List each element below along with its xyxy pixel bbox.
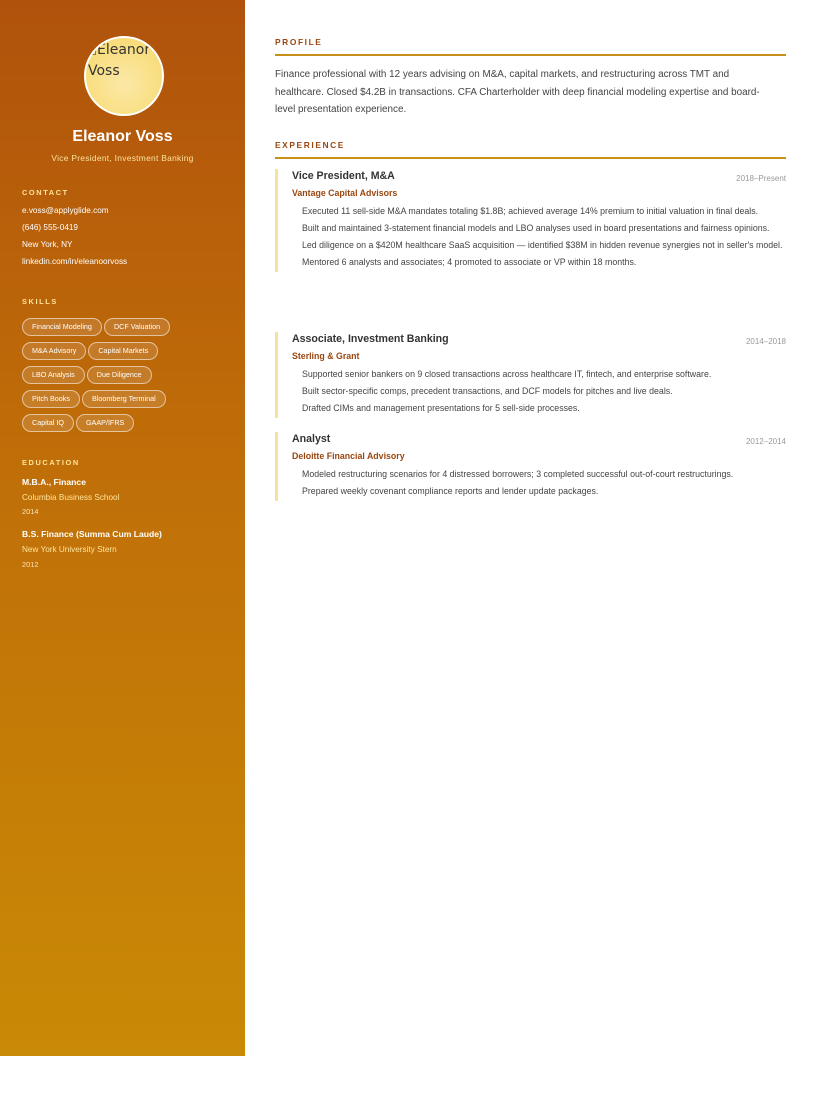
job-bullets: [292, 204, 786, 270]
job-bullet: Supported senior bankers on 9 closed transactions across healthcare IT, fintech, and enterprise software.: [302, 369, 712, 379]
profile-heading: PROFILE: [275, 37, 323, 47]
avatar-alt-label: Eleanor Voss: [88, 42, 151, 79]
job-company: Sterling & Grant: [292, 351, 360, 361]
skills-list: [22, 318, 222, 438]
skill-row: [22, 414, 222, 432]
education-year: 2014: [22, 507, 39, 516]
contact-email[interactable]: e.voss@applyglide.com: [22, 206, 109, 215]
job-bullet: Prepared weekly covenant compliance reports and lender update packages.: [302, 486, 599, 496]
job-entry: [275, 169, 786, 272]
skill-pill: Financial Modeling: [22, 318, 102, 336]
skill-pill: Capital IQ: [22, 414, 74, 432]
job-dates: 2018–Present: [736, 174, 786, 183]
job-company: Vantage Capital Advisors: [292, 188, 398, 198]
skill-pill: M&A Advisory: [22, 342, 86, 360]
skills-heading: SKILLS: [22, 297, 58, 306]
section-divider: [275, 157, 786, 159]
job-dates: 2014–2018: [745, 337, 786, 346]
profile-summary: Finance professional with 12 years advising on M&A, capital markets, and restructuring across TMT and healthcare. Closed $4.2B in transactions. CFA Charterholder with deep financial modeling expertise and board-level presentation experience.: [275, 69, 760, 115]
job-entry: [275, 432, 786, 501]
skill-pill: Capital Markets: [88, 342, 158, 360]
job-bullet: Led diligence on a $420M healthcare SaaS acquisition — identified $38M in hidden revenue synergies not in seller's model.: [302, 240, 783, 250]
skill-pill: Bloomberg Terminal: [82, 390, 166, 408]
contact-heading: CONTACT: [22, 188, 69, 197]
job-title: Vice President, M&A: [292, 170, 395, 182]
job-bullet: Built and maintained 3-statement financial models and LBO analyses used in board presentations and fairness opinions.: [302, 223, 770, 233]
person-name: Eleanor Voss: [72, 128, 173, 145]
job-entry: [275, 332, 786, 418]
skill-row: [22, 342, 222, 360]
skill-pill: LBO Analysis: [22, 366, 85, 384]
education-year: 2012: [22, 560, 39, 569]
avatar: [84, 36, 164, 116]
job-title: Associate, Investment Banking: [292, 333, 449, 345]
skill-pill: Pitch Books: [22, 390, 80, 408]
skill-pill: GAAP/IFRS: [76, 414, 134, 432]
skill-row: [22, 390, 222, 408]
education-heading: EDUCATION: [22, 458, 80, 467]
skill-pill: Due Diligence: [87, 366, 152, 384]
job-bullet: Drafted CIMs and management presentations for 5 sell-side processes.: [302, 403, 580, 413]
contact-location: New York, NY: [22, 240, 73, 249]
education-degree: B.S. Finance (Summa Cum Laude): [22, 529, 162, 539]
job-company: Deloitte Financial Advisory: [292, 451, 405, 461]
skill-pill: DCF Valuation: [104, 318, 170, 336]
job-bullets: [292, 367, 786, 416]
experience-heading: EXPERIENCE: [275, 140, 345, 150]
person-title: Vice President, Investment Banking: [51, 153, 194, 163]
sidebar: [0, 0, 245, 1056]
job-dates: 2012–2014: [745, 437, 786, 446]
job-bullet: Built sector-specific comps, precedent transactions, and DCF models for pitches and live deals.: [302, 386, 673, 396]
job-bullets: [292, 467, 786, 499]
job-bullet: Modeled restructuring scenarios for 4 distressed borrowers; 3 completed successful out-of-court restructurings.: [302, 469, 734, 479]
job-bullet: Executed 11 sell-side M&A mandates totaling $1.8B; achieved average 14% premium to initial valuation in final deals.: [302, 206, 759, 216]
education-degree: M.B.A., Finance: [22, 477, 86, 487]
broken-image-icon: [88, 47, 96, 55]
job-title: Analyst: [292, 433, 331, 445]
avatar-alt-text: [88, 40, 158, 82]
contact-linkedin[interactable]: linkedin.com/in/eleanoorvoss: [22, 257, 128, 266]
education-school: New York University Stern: [22, 545, 117, 554]
education-school: Columbia Business School: [22, 493, 120, 502]
contact-phone: (646) 555-0419: [22, 223, 78, 232]
skill-row: [22, 366, 222, 384]
job-bullet: Mentored 6 analysts and associates; 4 promoted to associate or VP within 18 months.: [302, 257, 637, 267]
section-divider: [275, 54, 786, 56]
skill-row: [22, 318, 222, 336]
